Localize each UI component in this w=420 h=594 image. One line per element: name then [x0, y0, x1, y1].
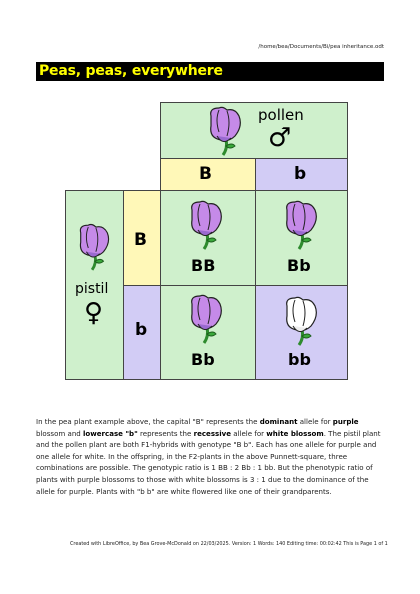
male-symbol: ♂ — [268, 123, 292, 153]
genotype-Bb-top: Bb — [287, 256, 311, 275]
title-bar — [36, 62, 384, 81]
pollen-header-cell — [160, 102, 348, 159]
purple-pea-flower-icon — [205, 106, 245, 156]
genotype-Bb-bottom: Bb — [191, 350, 215, 369]
white-pea-flower-icon — [281, 296, 321, 346]
pistil-label: pistil — [75, 281, 109, 297]
purple-pea-flower-icon — [281, 200, 321, 250]
col-allele-B: B — [199, 164, 212, 184]
purple-pea-flower-icon — [186, 200, 226, 250]
genotype-BB: BB — [191, 256, 216, 275]
row-allele-B: B — [134, 230, 147, 250]
col-allele-b: b — [294, 164, 307, 184]
genotype-bb: bb — [288, 350, 311, 369]
purple-pea-flower-icon — [75, 222, 113, 272]
file-path-header: /home/bea/Documents/Bi/pea inheritance.odt — [258, 44, 384, 50]
explanation-paragraph: In the pea plant example above, the capital "B" represents the dominant allele for purple blossom and lowercase "b" represents the recessive allele for white blossom. The pistil plant and the pollen plant are both F1-hybrids with genotype "B b". Each has one allele for purple and one allele for white. In the offspring, in the F2-plants in the above Punnett-square, three combinations are possible. The genotypic ratio is 1 BB : 2 Bb : 1 bb. But the phenotypic ratio of plants with purple blossoms to those with white blossoms is 3 : 1 due to the dominance of the allele for purple. Plants with "b b" are white flowered like one of their grandparents. — [36, 417, 381, 496]
pollen-label: pollen — [258, 106, 304, 124]
purple-pea-flower-icon — [186, 294, 226, 344]
document-title: Peas, peas, everywhere — [39, 63, 223, 79]
document-footer: Created with LibreOffice, by Bea Grove-McDonald on 22/03/2025. Version: 1 Words: 140 Editing time: 00:02:42 This is Page 1 of 1 — [70, 541, 388, 547]
row-allele-b: b — [135, 320, 148, 340]
female-symbol: ♀ — [84, 298, 104, 328]
